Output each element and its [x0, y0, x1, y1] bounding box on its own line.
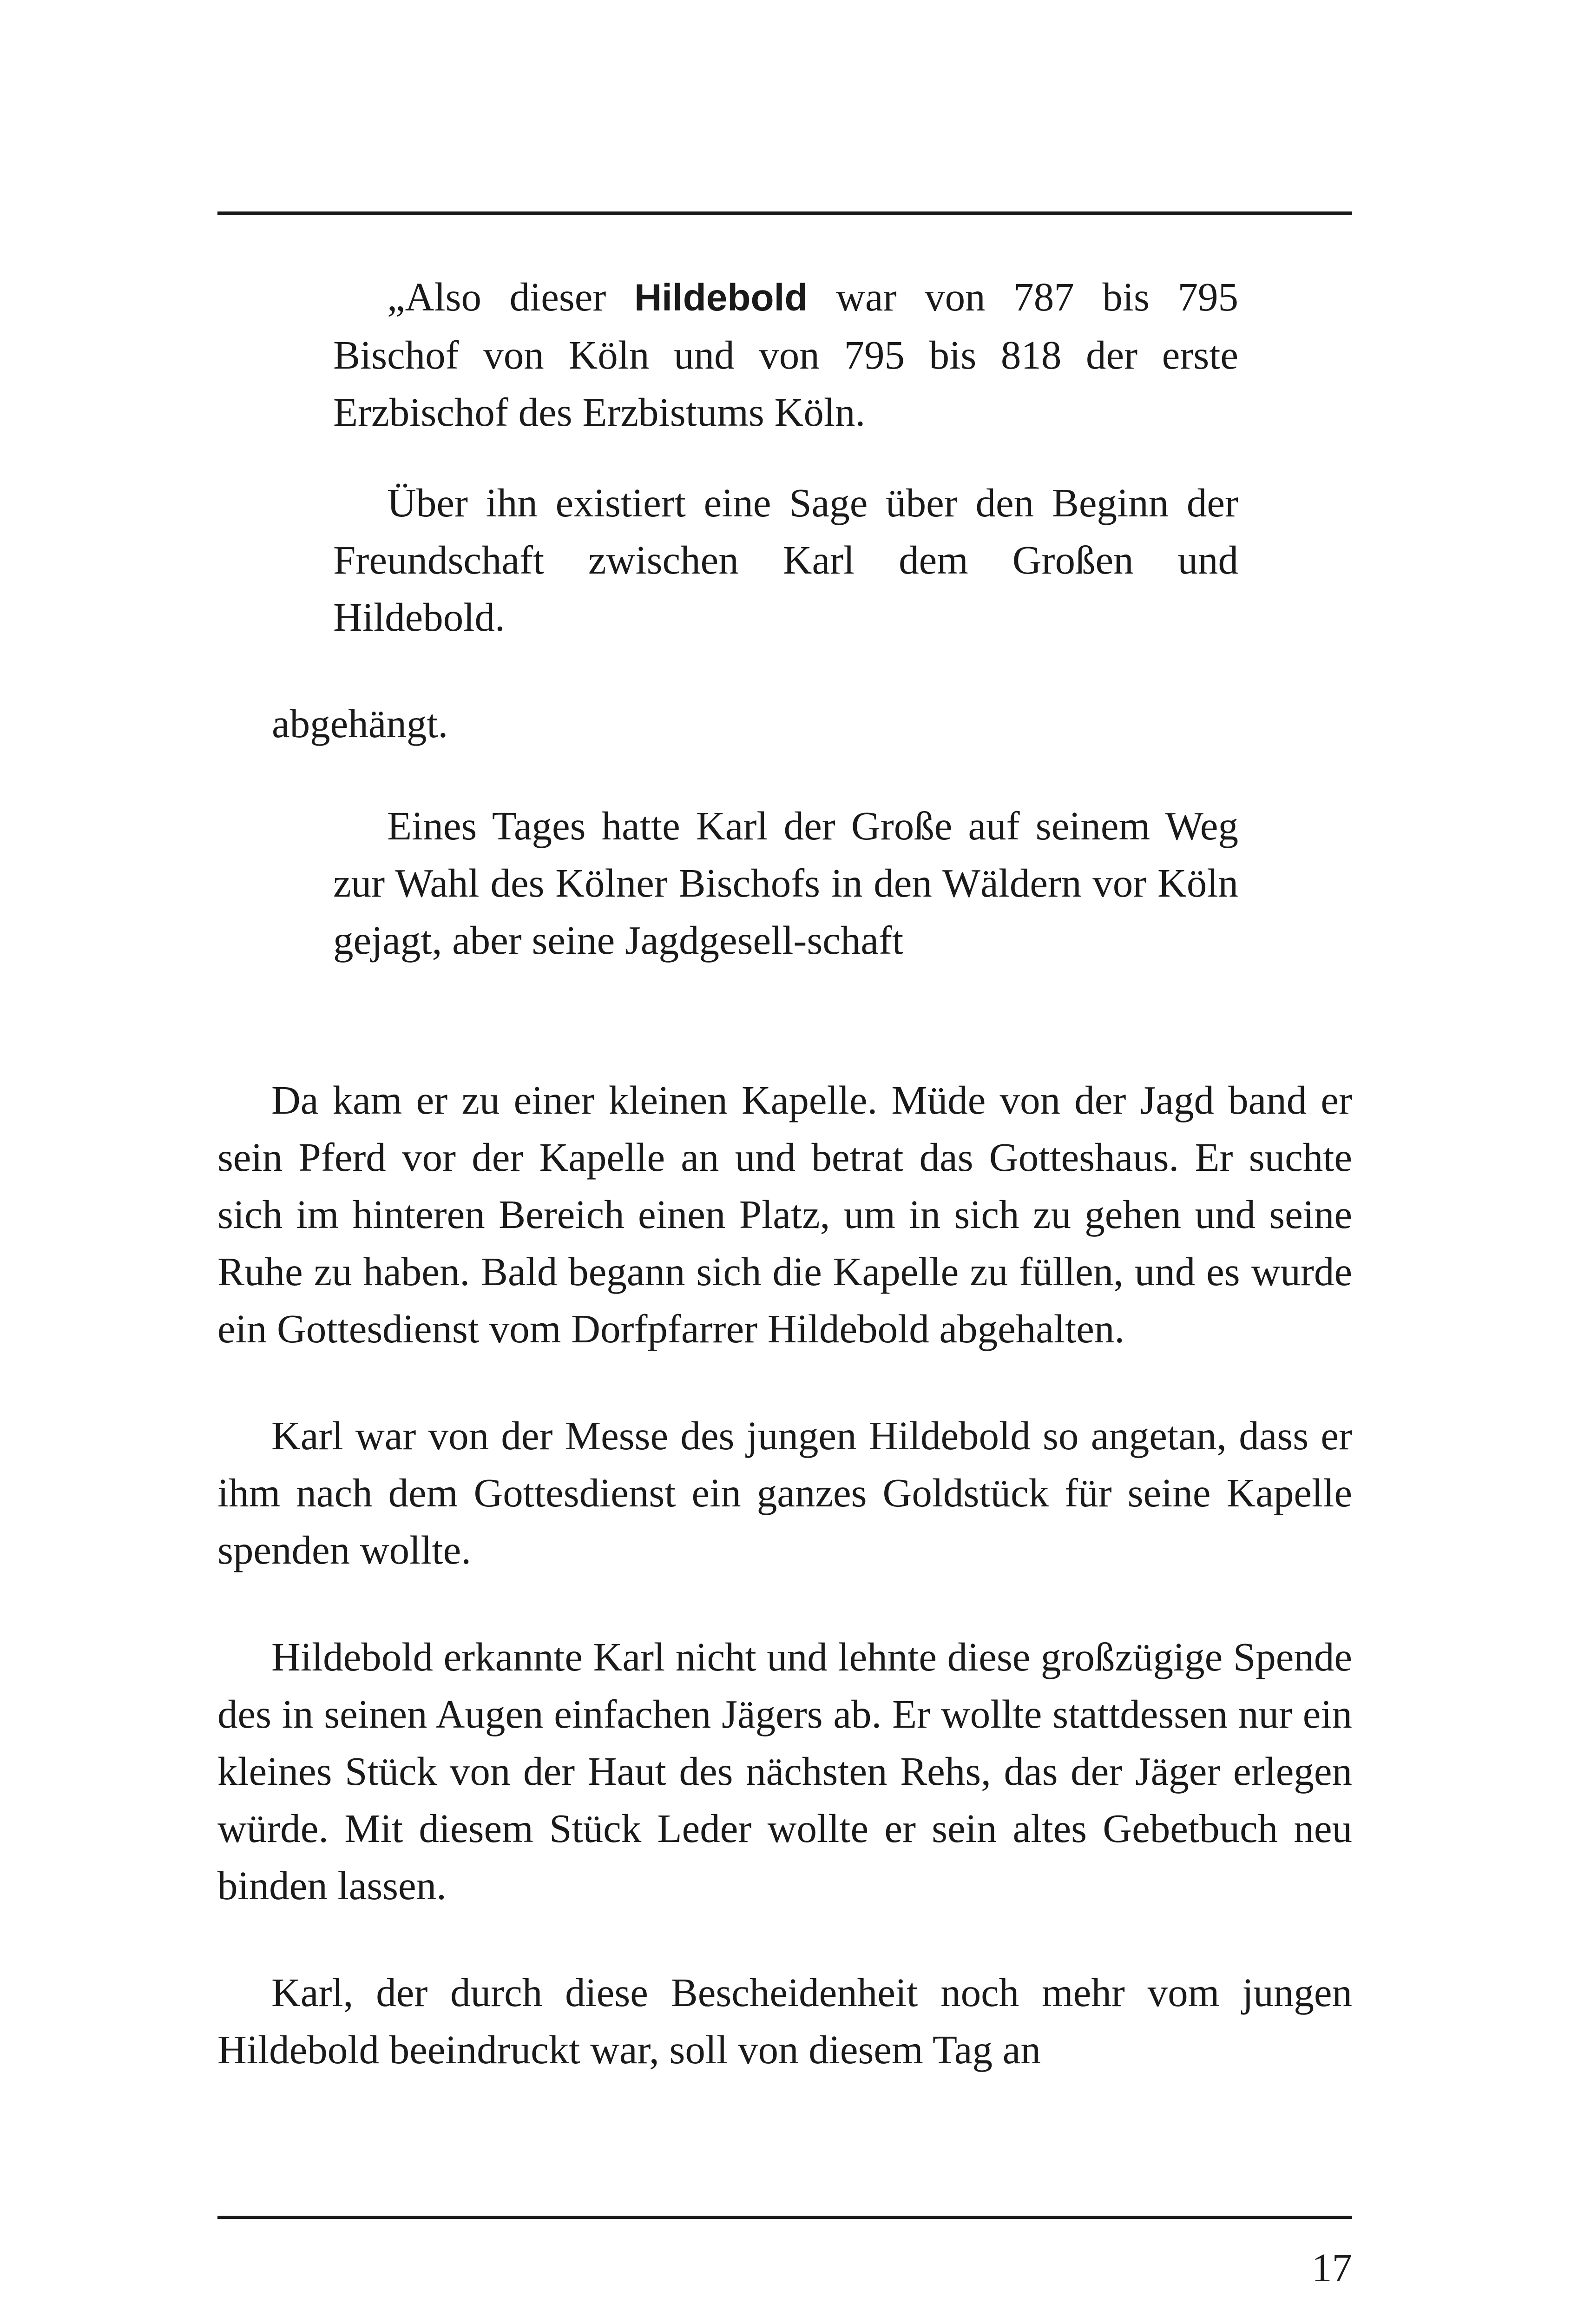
- bold-name-hildebold: Hildebold: [634, 277, 808, 319]
- quote-paragraph-3: [333, 797, 1238, 969]
- quote-p1-open: „Also dieser: [387, 274, 634, 319]
- fragment-text: abgehängt.: [272, 701, 448, 746]
- body-paragraph-4: Karl, der durch diese Bescheidenheit noch mehr vom jungen Hildebold beeindruckt war, soll von diesem Tag an: [217, 1970, 1352, 2072]
- body-paragraph-2: Karl war von der Messe des jungen Hildebold so angetan, dass er ihm nach dem Gottesdienst ein ganzes Goldstück für seine Kapelle spenden wollte.: [217, 1413, 1352, 1572]
- quote-p3-text: Eines Tages hatte Karl der Große auf seinem Weg zur Wahl des Kölner Bischofs in den Wäldern vor Köln gejagt, aber seine Jagdgesell-schaft: [333, 803, 1238, 963]
- bottom-rule: [217, 2216, 1352, 2219]
- quote-p2-text: Über ihn existiert eine Sage über den Beginn der Freundschaft zwischen Karl dem Großen und Hildebold.: [333, 480, 1238, 640]
- body-paragraph-3: Hildebold erkannte Karl nicht und lehnte diese großzügige Spende des in seinen Augen einfachen Jägers ab. Er wollte stattdessen nur ein kleines Stück von der Haut des nächsten Rehs, das der Jäger erlegen würde. Mit diesem Stück Leder wollte er sein altes Gebetbuch neu binden lassen.: [217, 1634, 1352, 1908]
- top-rule: [217, 211, 1352, 215]
- quote-paragraph-1: [333, 268, 1238, 441]
- page-number: 17: [1312, 2245, 1352, 2290]
- quote-p1-rest: war von 787 bis 795 Bischof von Köln und von 795 bis 818 der erste Erzbischof des Erzbistums Köln.: [333, 274, 1238, 435]
- body-text: [217, 1071, 1352, 2078]
- quote-paragraph-2: [333, 474, 1238, 646]
- body-paragraph-1: Da kam er zu einer kleinen Kapelle. Müde von der Jagd band er sein Pferd vor der Kapelle an und betrat das Gotteshaus. Er suchte sich im hinteren Bereich einen Platz, um in sich zu gehen und seine Ruhe zu haben. Bald begann sich die Kapelle zu füllen, und es wurde ein Gottesdienst vom Dorfpfarrer Hildebold abgehalten.: [217, 1077, 1352, 1351]
- fragment-line: [272, 695, 736, 752]
